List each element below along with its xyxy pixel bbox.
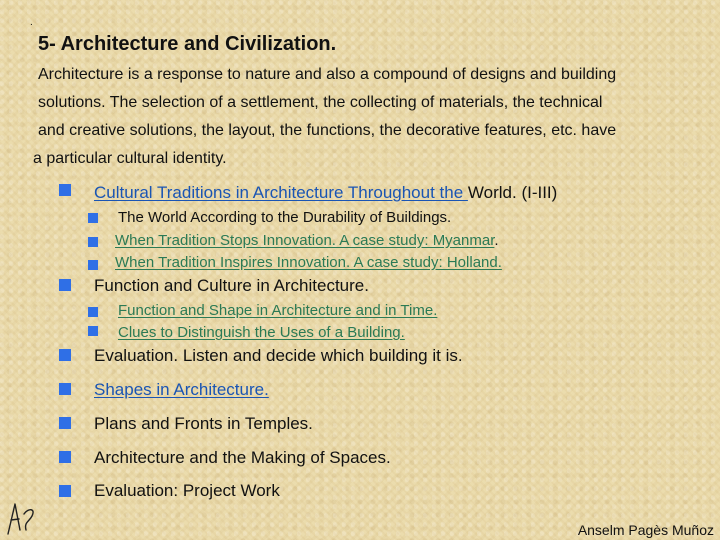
list-item-holland xyxy=(115,254,502,271)
slide-title: 5- Architecture and Civilization. xyxy=(38,33,337,55)
author-name: Anselm Pagès Muñoz xyxy=(577,522,714,538)
list-item-cultural-traditions xyxy=(94,183,557,203)
corner-dot: . xyxy=(30,17,33,28)
link-shapes[interactable]: Shapes in Architecture. xyxy=(94,380,269,399)
bullet-square-icon xyxy=(59,279,71,291)
bullet-square-icon xyxy=(88,237,98,247)
item-suffix: World. (I-III) xyxy=(467,183,558,202)
bullet-square-icon xyxy=(88,326,98,336)
link-cultural-traditions[interactable]: Cultural Traditions in Architecture Throughout the xyxy=(94,183,468,202)
signature-icon xyxy=(2,500,40,538)
intro-line: a particular cultural identity. xyxy=(33,150,227,167)
list-item-clues xyxy=(118,324,405,341)
list-item-shapes xyxy=(94,380,269,400)
bullet-square-icon xyxy=(59,349,71,361)
bullet-square-icon xyxy=(88,213,98,223)
link-holland[interactable]: When Tradition Inspires Innovation. A case study: Holland. xyxy=(115,254,502,271)
link-function-shape[interactable]: Function and Shape in Architecture and in Time. xyxy=(118,302,438,319)
intro-line: and creative solutions, the layout, the functions, the decorative features, etc. have xyxy=(38,122,617,139)
bullet-square-icon xyxy=(88,260,98,270)
bullet-square-icon xyxy=(88,307,98,317)
bullet-square-icon xyxy=(59,417,71,429)
item-suffix: . xyxy=(494,232,499,249)
bullet-square-icon xyxy=(59,451,71,463)
list-item-evaluation-listen: Evaluation. Listen and decide which building it is. xyxy=(94,346,463,365)
list-item-myanmar xyxy=(115,232,499,249)
intro-paragraph xyxy=(33,61,698,173)
intro-line: Architecture is a response to nature and also a compound of designs and building xyxy=(38,66,617,83)
bullet-square-icon xyxy=(59,485,71,497)
bullet-square-icon xyxy=(59,383,71,395)
bullet-square-icon xyxy=(59,184,71,196)
list-item-project-work: Evaluation: Project Work xyxy=(94,481,280,500)
list-item-function-culture: Function and Culture in Architecture. xyxy=(94,276,369,295)
link-myanmar[interactable]: When Tradition Stops Innovation. A case study: Myanmar xyxy=(115,232,495,249)
list-item-function-shape xyxy=(118,302,437,319)
list-item-spaces: Architecture and the Making of Spaces. xyxy=(94,448,391,467)
link-clues[interactable]: Clues to Distinguish the Uses of a Building. xyxy=(118,324,405,341)
list-item-temples: Plans and Fronts in Temples. xyxy=(94,414,313,433)
list-item-durability: The World According to the Durability of Buildings. xyxy=(118,209,452,226)
intro-line: solutions. The selection of a settlement, the collecting of materials, the technical xyxy=(38,94,603,111)
